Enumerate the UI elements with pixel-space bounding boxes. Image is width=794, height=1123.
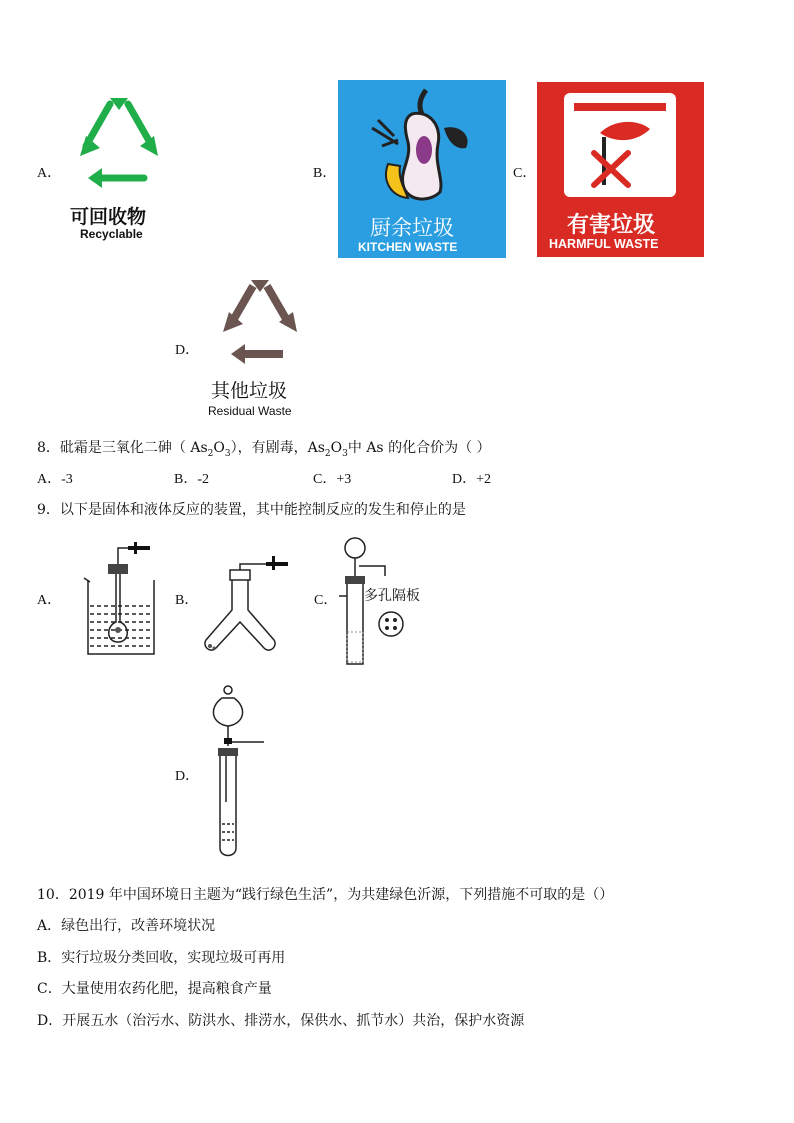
recycle-green-icon [60, 90, 178, 190]
question-9-stem: 9．以下是固体和液体反应的装置，其中能控制反应的发生和停止的是 [37, 502, 466, 518]
q8-option-a[interactable]: A．-3 [37, 472, 73, 487]
q8-text-pre: 砒霜是三氧化二砷（ [59, 440, 191, 456]
residual-waste-sign [205, 272, 315, 422]
recycle-brown-icon [205, 272, 315, 364]
q9-option-c-letter: C． [314, 593, 338, 608]
kitchen-waste-zh: 厨余垃圾 [370, 216, 454, 240]
harmful-bulb-icon [564, 93, 676, 197]
option-b-letter: B． [313, 166, 337, 181]
q8-option-c[interactable]: C．+3 [313, 472, 352, 487]
apparatus-b-y-tube [200, 550, 300, 660]
residual-waste-en: Residual Waste [208, 404, 292, 418]
q8-formula-2: $As_2O_3$ [307, 440, 348, 459]
q8-text-post: 中 As 的化合价为（ ） [347, 440, 491, 456]
q8-number: 8． [37, 440, 60, 456]
q8-text-mid: ），有剧毒， [230, 440, 308, 456]
recyclable-en: Recyclable [80, 227, 143, 241]
q8-formula-1: $As_2O_3$ [190, 440, 231, 459]
apparatus-a-beaker [78, 534, 168, 658]
q10-option-c[interactable]: C．大量使用农药化肥，提高粮食产量 [37, 981, 272, 997]
harmful-waste-sign [537, 82, 704, 257]
apparatus-d-funnel-tube [204, 682, 274, 858]
q10-option-d[interactable]: D．开展五水（治污水、防洪水、排涝水，保供水、抓节水）共治，保护水资源 [37, 1013, 525, 1029]
recyclable-zh: 可回收物 [70, 206, 147, 228]
kitchen-waste-en: KITCHEN WASTE [358, 240, 458, 254]
q10-option-b[interactable]: B．实行垃圾分类回收，实现垃圾可再用 [37, 950, 286, 966]
question-8-stem [37, 437, 491, 459]
question-10-stem: 10．2019 年中国环境日主题为“践行绿色生活”，为共建绿色沂源，下列措施不可取的是（） [37, 887, 614, 903]
option-d-letter: D． [175, 343, 200, 358]
q8-option-d[interactable]: D．+2 [452, 472, 492, 487]
apple-core-icon [368, 84, 478, 206]
kitchen-waste-sign [338, 80, 506, 258]
recyclable-sign [60, 90, 178, 245]
residual-waste-zh: 其他垃圾 [211, 380, 288, 402]
q9-option-d-letter: D． [175, 769, 200, 784]
q9-option-a-letter: A． [37, 593, 62, 608]
q8-option-b[interactable]: B．-2 [174, 472, 209, 487]
option-c-letter: C． [513, 166, 537, 181]
harmful-waste-en: HARMFUL WASTE [549, 237, 659, 251]
q10-option-a[interactable]: A．绿色出行，改善环境状况 [37, 918, 216, 934]
harmful-waste-zh: 有害垃圾 [567, 213, 656, 238]
porous-plate-label: 多孔隔板 [364, 588, 420, 604]
q9-option-b-letter: B． [175, 593, 199, 608]
option-a-letter: A． [37, 166, 62, 181]
